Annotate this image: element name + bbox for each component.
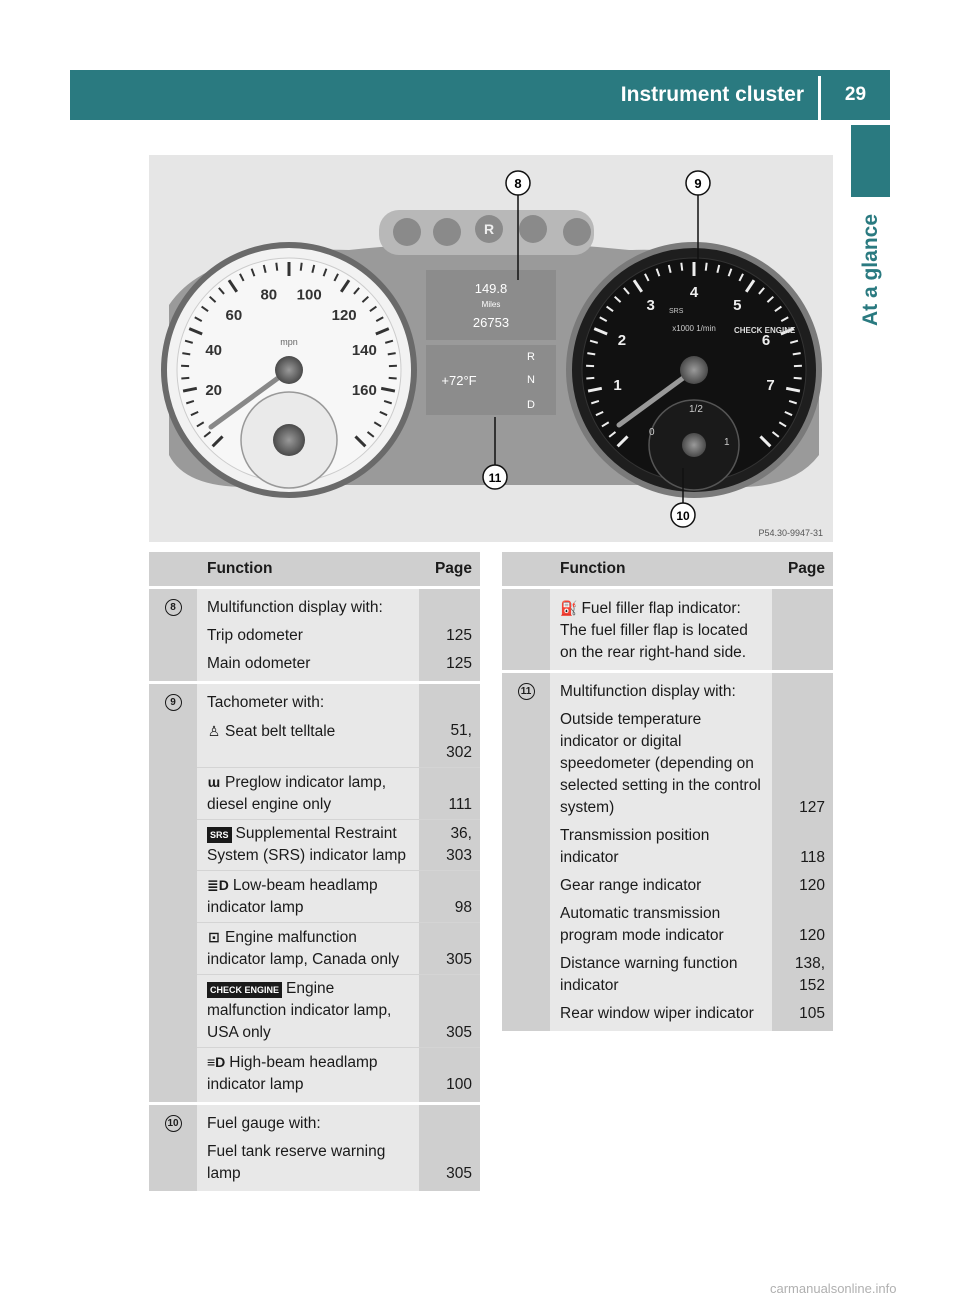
seatbelt-icon: ♙	[207, 723, 221, 739]
gauge-label: 40	[205, 341, 223, 359]
function-text: Main odometer	[207, 655, 311, 672]
page-reference[interactable]: 127	[799, 799, 825, 816]
table-row	[502, 672, 833, 707]
page-cell	[419, 1138, 480, 1193]
gauge-tick	[276, 263, 277, 271]
function-text: Trip odometer	[207, 627, 303, 644]
group-heading: Fuel gauge with:	[197, 1104, 419, 1139]
table-row	[502, 950, 833, 1000]
instrument-cluster-illustration	[149, 155, 833, 542]
gauge-tick	[181, 378, 189, 379]
svg-text:R: R	[483, 221, 495, 237]
page-cell	[772, 588, 833, 672]
gauge-label: 1	[613, 377, 622, 395]
tachometer-unit: x1000 1/min	[672, 324, 716, 333]
header-bar	[70, 70, 890, 120]
fuel-pump-icon: ⛽	[560, 600, 578, 616]
trip-readout: 149.8	[474, 281, 508, 296]
page-cell	[419, 683, 480, 718]
page-cell	[419, 650, 480, 683]
right-arrow-icon	[563, 218, 591, 246]
low-beam-icon: ≣D	[207, 877, 229, 893]
table-row	[149, 622, 480, 650]
page-reference[interactable]: 125	[446, 655, 472, 672]
function-table-left	[149, 552, 480, 1194]
callout-8-label: 8	[514, 176, 522, 191]
section-tab-label: At a glance	[858, 213, 882, 327]
function-cell	[197, 1048, 419, 1104]
engine-icon: ⊡	[208, 929, 220, 945]
callout-key	[149, 588, 197, 683]
function-cell	[550, 706, 772, 822]
page-cell	[419, 1104, 480, 1139]
page-cell	[772, 1000, 833, 1033]
function-text: Transmission position indicator	[560, 827, 710, 866]
callout-key	[502, 588, 550, 672]
table-row	[149, 683, 480, 718]
page-reference[interactable]: 100	[446, 1076, 472, 1093]
page-cell	[419, 975, 480, 1048]
function-text: Engine malfunction indicator lamp, Canada only	[207, 929, 400, 968]
page-cell	[419, 588, 480, 623]
gauge-tick	[706, 263, 707, 271]
group-heading: Multifunction display with:	[550, 672, 772, 707]
page-cell	[419, 871, 480, 923]
speedometer-unit: mpn	[280, 337, 298, 347]
function-cell	[197, 768, 419, 820]
table-row	[149, 588, 480, 623]
srs-icon: SRS	[207, 827, 232, 843]
page-cell	[772, 950, 833, 1000]
table-row	[149, 923, 480, 975]
function-text: Engine malfunction indicator lamp, USA only	[207, 980, 392, 1041]
callout-key	[502, 672, 550, 1033]
page-cell	[419, 768, 480, 820]
gauge-tick	[793, 353, 801, 354]
gauge-label: 100	[296, 286, 322, 304]
gauge-label: 4	[689, 284, 699, 301]
gauge-tick	[586, 378, 594, 379]
srs-lamp-label: SRS	[669, 308, 684, 315]
gauge-label: 3	[646, 297, 655, 315]
page-header: Page	[419, 552, 480, 588]
phone-icon	[519, 215, 547, 243]
callout-key-badge: 8	[165, 599, 182, 616]
function-cell	[550, 822, 772, 872]
function-header: Function	[550, 552, 772, 588]
gauge-label: 6	[761, 332, 771, 350]
odometer-readout: 26753	[472, 315, 510, 330]
callout-key	[149, 683, 197, 1104]
speedometer	[164, 245, 414, 495]
page-reference[interactable]: 305	[446, 951, 472, 968]
function-cell	[550, 588, 772, 672]
function-text: Seat belt telltale	[225, 723, 336, 740]
page-reference[interactable]: 120	[799, 877, 825, 894]
gauge-label: 5	[733, 297, 742, 315]
page-reference[interactable]: 111	[448, 796, 472, 813]
function-text: Outside temperature indicator or digital speedometer (depending on selected setting in the control system)	[560, 711, 761, 816]
page-cell	[772, 900, 833, 950]
page-cell	[772, 872, 833, 900]
figure-reference-code: P54.30-9947-31	[758, 528, 823, 538]
function-text: Distance warning function indicator	[560, 955, 738, 994]
gauge-label: 140	[351, 341, 377, 359]
page-cell	[419, 622, 480, 650]
page-reference[interactable]: 118	[800, 849, 825, 866]
function-cell	[550, 950, 772, 1000]
page-reference[interactable]: 51, 302	[446, 722, 472, 761]
gauge-label: 60	[225, 306, 243, 324]
callout-key-badge: 9	[165, 694, 182, 711]
function-cell	[550, 872, 772, 900]
fuel-half-label: 1/2	[689, 404, 703, 415]
gauge-tick	[388, 353, 396, 354]
page-title: Instrument cluster	[620, 83, 804, 106]
left-arrow-icon	[393, 218, 421, 246]
page-number: 29	[844, 84, 867, 105]
page-cell	[419, 1048, 480, 1104]
fuel-empty-label: 0	[649, 427, 655, 438]
table-row	[502, 872, 833, 900]
table-row	[502, 822, 833, 872]
tachometer	[569, 245, 819, 495]
page-cell	[419, 923, 480, 975]
gauge-label: 20	[205, 382, 223, 400]
page-cell	[772, 822, 833, 872]
page-reference[interactable]: 105	[799, 1005, 825, 1022]
preglow-icon: ɯ	[207, 774, 221, 790]
callout-11-label: 11	[488, 471, 502, 485]
gear-n: N	[527, 374, 535, 386]
table-row	[149, 717, 480, 768]
callout-key	[149, 1104, 197, 1193]
temperature-readout: +72°F	[441, 373, 477, 388]
gauge-tick	[301, 263, 302, 271]
instrument-cluster-drawing	[149, 155, 833, 542]
page-cell	[419, 820, 480, 871]
function-header: Function	[197, 552, 419, 588]
gauge-label: 120	[331, 306, 357, 324]
page-reference[interactable]: 125	[446, 627, 472, 644]
page-reference[interactable]: 305	[446, 1024, 472, 1041]
table-row	[502, 900, 833, 950]
function-cell	[197, 871, 419, 923]
function-cell	[197, 650, 419, 683]
watermark: carmanualsonline.info	[770, 1281, 897, 1296]
page-reference[interactable]: 138, 152	[794, 955, 825, 994]
callout-key-badge: 10	[165, 1115, 182, 1132]
function-cell	[550, 900, 772, 950]
function-text: Fuel filler flap indicator: The fuel filler flap is located on the rear right-hand side.	[560, 600, 748, 661]
table-row	[502, 1000, 833, 1033]
function-text: Supplemental Restraint System (SRS) indicator lamp	[207, 825, 406, 864]
group-heading: Multifunction display with:	[197, 588, 419, 623]
function-table-right	[502, 552, 833, 1034]
function-text: Automatic transmission program mode indicator	[560, 905, 724, 944]
fuel-full-label: 1	[724, 437, 730, 448]
function-cell	[197, 717, 419, 768]
gauge-tick	[587, 353, 595, 354]
page-reference[interactable]: 36, 303	[446, 825, 472, 864]
table-row	[149, 768, 480, 820]
function-cell	[197, 975, 419, 1048]
gear-r: R	[527, 351, 535, 363]
section-tab[interactable]	[851, 200, 890, 340]
gauge-tick	[389, 378, 397, 379]
gauge-label: 7	[766, 377, 775, 395]
function-cell	[197, 622, 419, 650]
function-text: Low-beam headlamp indicator lamp	[207, 877, 378, 916]
table-header-row	[502, 552, 833, 588]
table-row	[149, 871, 480, 923]
trip-unit: Miles	[481, 300, 501, 309]
table-row	[502, 588, 833, 672]
gauge-tick	[794, 378, 802, 379]
key-header	[502, 552, 550, 588]
gauge-tick	[182, 353, 190, 354]
page-cell	[772, 672, 833, 707]
table-row	[149, 1048, 480, 1104]
callout-9-label: 9	[694, 176, 702, 191]
high-beam-icon: ≡D	[207, 1054, 226, 1070]
table-row	[149, 1104, 480, 1139]
page-reference[interactable]: 120	[799, 927, 825, 944]
down-icon	[433, 218, 461, 246]
group-heading: Tachometer with:	[197, 683, 419, 718]
key-header	[149, 552, 197, 588]
check-engine-icon: CHECK ENGINE	[207, 982, 282, 998]
page-cell	[419, 717, 480, 768]
function-text: High-beam headlamp indicator lamp	[207, 1054, 378, 1093]
function-text: Preglow indicator lamp, diesel engine only	[207, 774, 387, 813]
function-text: Rear window wiper indicator	[560, 1005, 754, 1022]
callout-10-label: 10	[676, 509, 690, 523]
page-header: Page	[772, 552, 833, 588]
gauge-label: 80	[260, 286, 278, 304]
gauge-label: 160	[351, 382, 377, 400]
side-marker	[851, 125, 890, 197]
gauge-tick	[681, 263, 682, 271]
table-row	[149, 650, 480, 683]
table-header-row	[149, 552, 480, 588]
table-row	[149, 1138, 480, 1193]
table-row	[502, 706, 833, 822]
function-cell	[550, 1000, 772, 1033]
page-cell	[772, 706, 833, 822]
gear-d: D	[527, 399, 535, 411]
gauge-label: 2	[617, 332, 627, 350]
function-text: Gear range indicator	[560, 877, 702, 894]
table-row	[149, 975, 480, 1048]
function-cell	[197, 923, 419, 975]
page-reference[interactable]: 98	[454, 899, 472, 916]
page-reference[interactable]: 305	[446, 1165, 472, 1182]
function-cell	[197, 1138, 419, 1193]
table-row	[149, 820, 480, 871]
check-engine-lamp-label: CHECK ENGINE	[734, 326, 796, 335]
function-cell	[197, 820, 419, 871]
function-text: Fuel tank reserve warning lamp	[207, 1143, 386, 1182]
callout-key-badge: 11	[518, 683, 535, 700]
